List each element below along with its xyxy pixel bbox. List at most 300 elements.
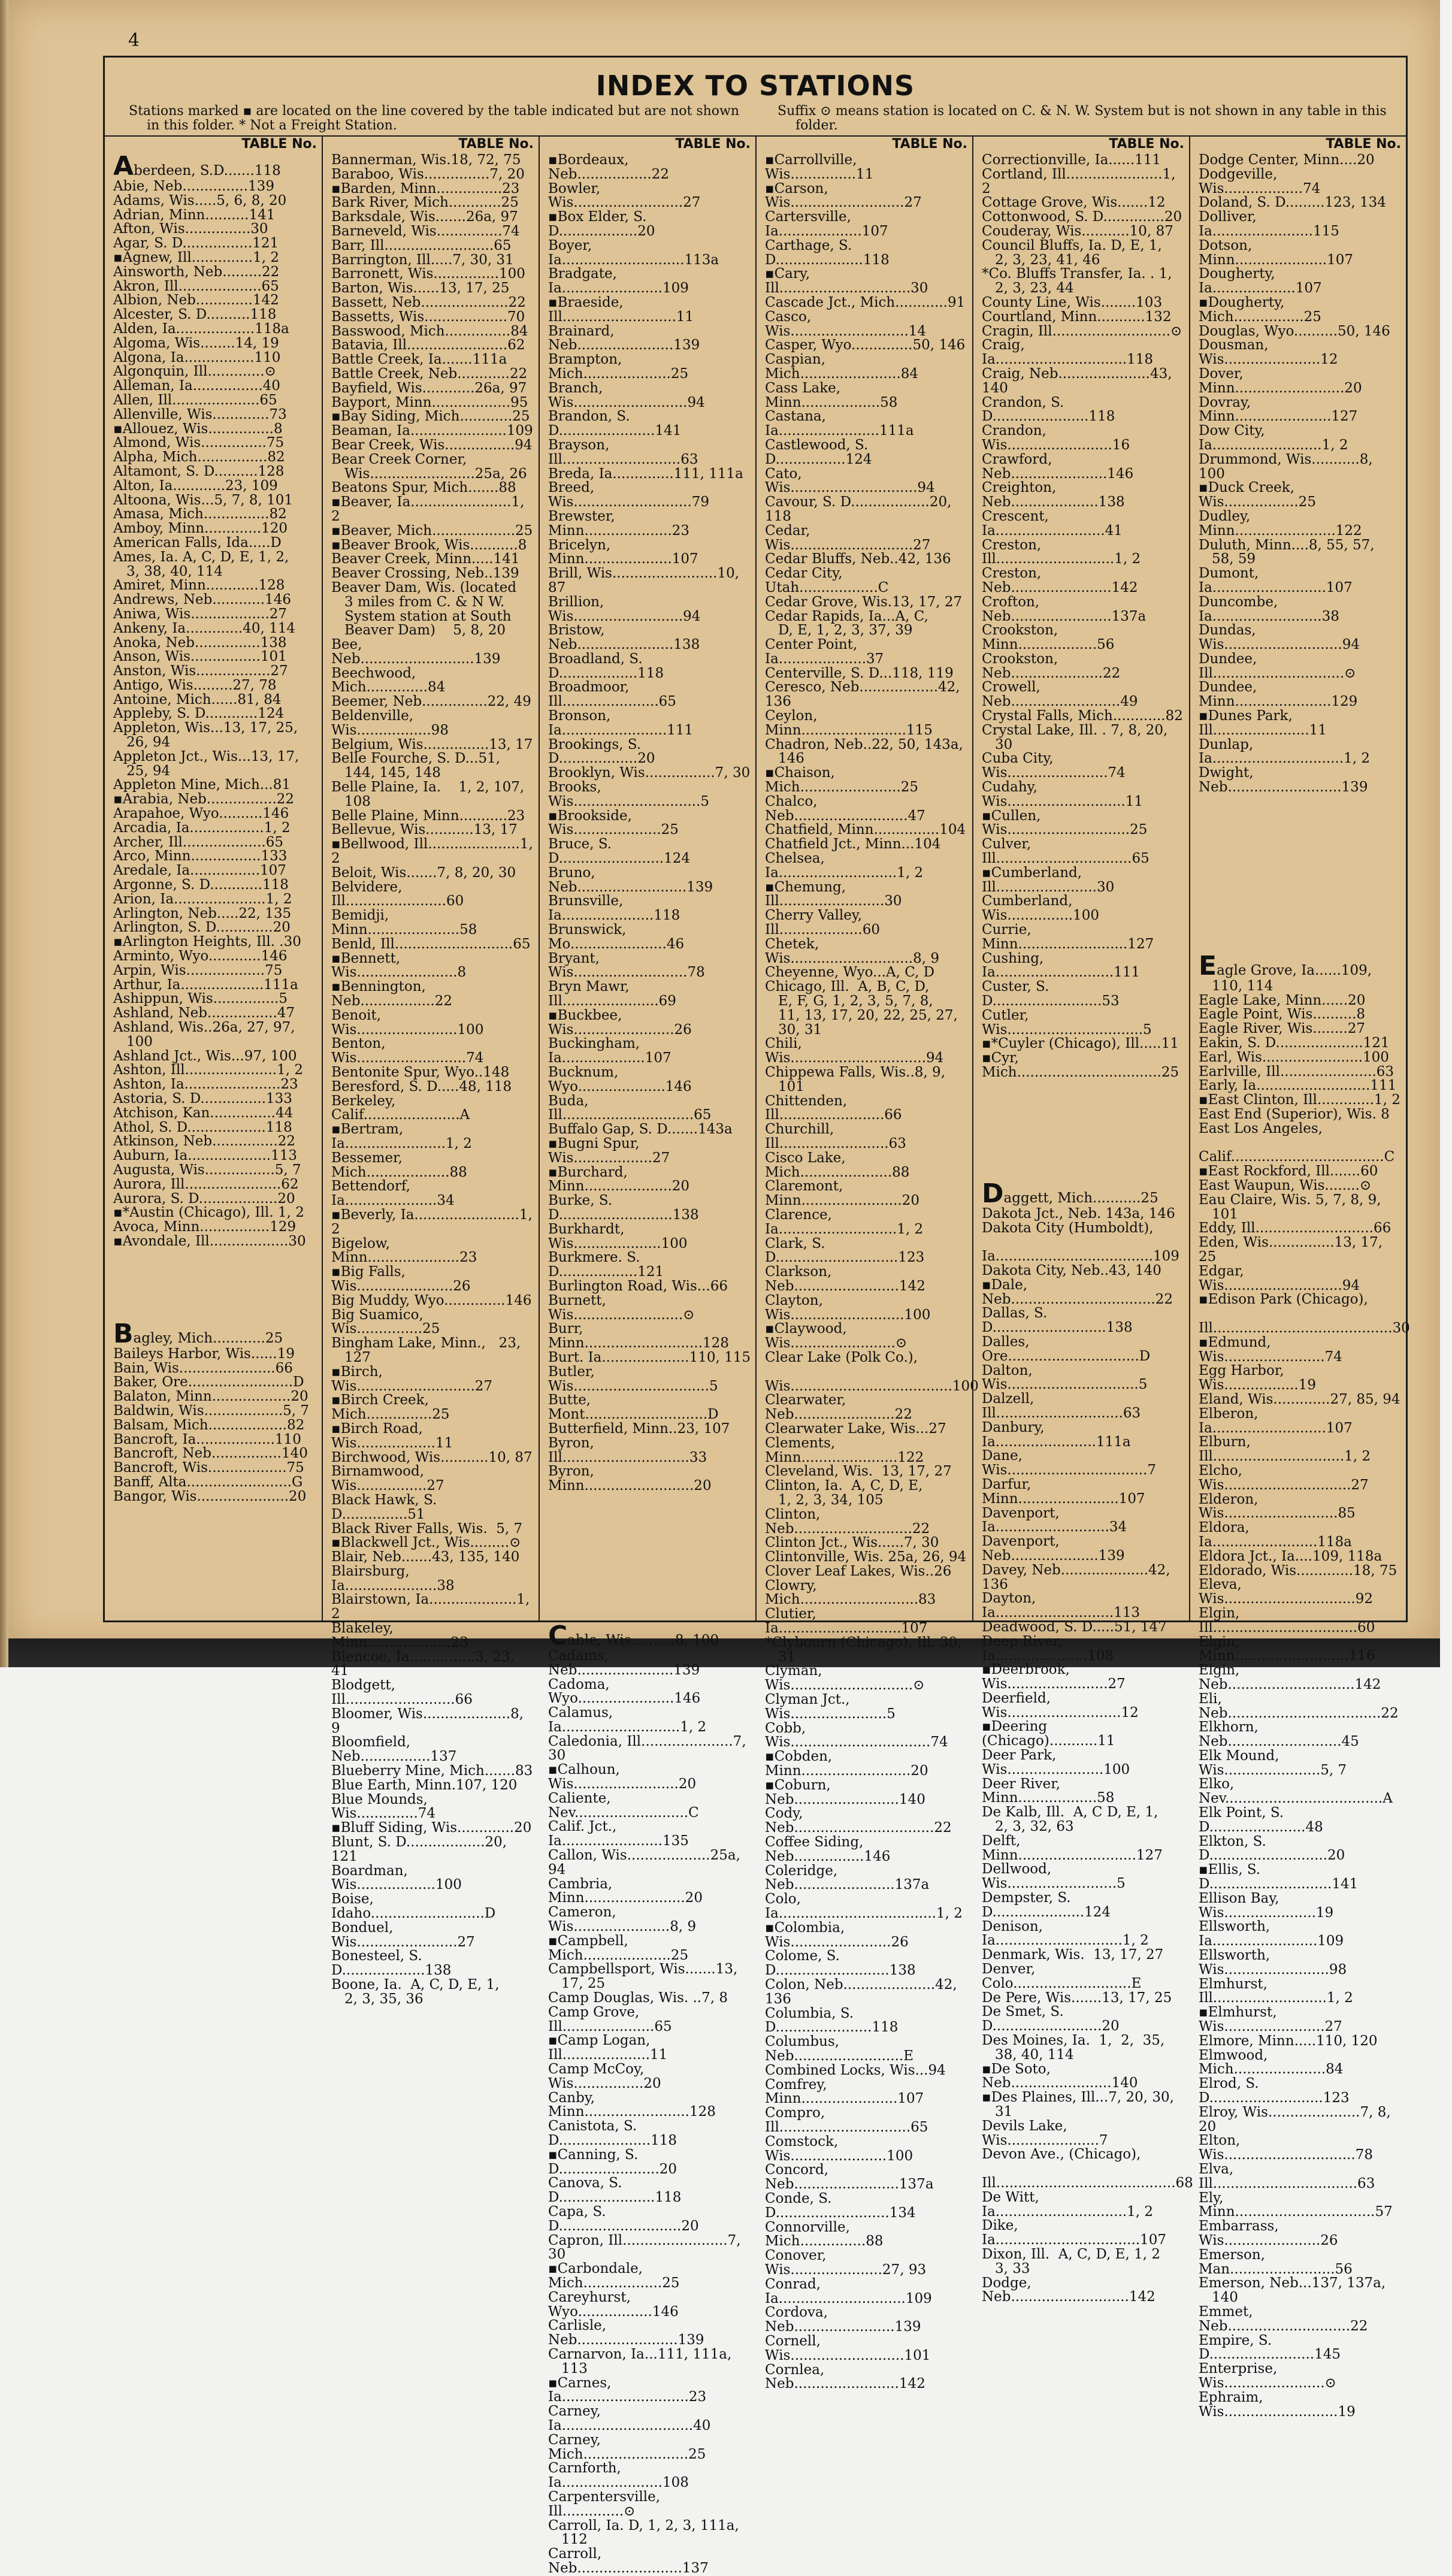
station-entry: Ia....................................109 <box>982 1234 1179 1265</box>
station-entry: Duncombe, Ia.........................38 <box>1199 594 1339 624</box>
station-entry: Early, Ia..........................111 <box>1199 1078 1397 1094</box>
station-entry: Benton, Wis.........................74 <box>331 1036 484 1066</box>
station-entry: Birchwood, Wis...........10, 87 <box>331 1449 533 1465</box>
station-entry: Barksdale, Wis.......26a, 97 <box>331 209 518 225</box>
station-entry: Bear Creek, Wis................94 <box>331 437 533 453</box>
station-entry: Clowry, Mich...........................83 <box>765 1577 936 1608</box>
page-title: INDEX TO STATIONS <box>595 69 915 102</box>
station-entry: Elberon, Ia..........................107 <box>1199 1405 1353 1436</box>
station-entry: Elmhurst, Ill..........................1, 2 <box>1199 1976 1353 2006</box>
station-entry: Appleton Mine, Mich...81 <box>113 777 291 793</box>
station-entry: Dumont, Ia..........................107 <box>1199 566 1353 595</box>
station-entry: Burke, S. D..........................138 <box>548 1193 699 1223</box>
section-gap <box>982 1166 1184 1181</box>
station-column-5 <box>972 137 1193 2305</box>
station-entry: Ankeny, Ia.............40, 114 <box>113 620 295 636</box>
station-entry: Beaver Dam, Wis. (located <box>331 579 517 595</box>
station-entry: Cragin, Ill...........................⊙ <box>982 323 1182 339</box>
station-entry: Ill.........................................30 <box>1199 1306 1410 1336</box>
section-gap <box>1199 896 1401 910</box>
station-entry: 146 <box>765 751 804 767</box>
station-entry: Butterfield, Minn..23, 107 <box>548 1420 730 1437</box>
station-entry: Carroll, Neb........................137 <box>548 2546 709 2576</box>
station-entry: Beaver Crossing, Neb..139 <box>331 566 519 582</box>
station-entry: Elva, Ill.................................63 <box>1199 2161 1375 2191</box>
section-gap <box>982 1152 1184 1166</box>
station-entry: Camp McCoy, Wis................20 <box>548 2061 661 2091</box>
station-entry: Anson, Wis................101 <box>113 649 287 665</box>
station-entry: County Line, Wis........103 <box>982 294 1163 310</box>
station-entry: Blakeley, Minn...................23 <box>331 1620 468 1650</box>
station-entry: Burnett, Wis.........................⊙ <box>548 1292 695 1323</box>
station-entry: Clarence, Ia...........................1, 2 <box>765 1207 924 1237</box>
column-header: TABLE No. <box>1109 137 1184 152</box>
section-gap <box>1199 852 1401 867</box>
station-entry: Bristow, Neb......................138 <box>548 622 700 653</box>
station-entry: Baraboo, Wis...............7, 20 <box>331 166 525 182</box>
station-entry: Cascade Jct., Mich............91 <box>765 294 966 310</box>
station-entry: Cudahy, Wis...........................11 <box>982 779 1144 809</box>
station-entry: 140 <box>1199 2290 1238 2306</box>
station-entry: ▪Birch Road, Wis..................11 <box>331 1420 453 1451</box>
station-entry: Brayson, Ill...........................63 <box>548 437 698 467</box>
station-entry: Canistota, S. D.....................118 <box>548 2118 677 2148</box>
note-suffix-marker <box>778 104 1389 133</box>
station-entry: Bayfield, Wis............26a, 97 <box>331 380 527 396</box>
station-entry: Eldora Jct., Ia....109, 118a <box>1199 1548 1383 1564</box>
station-entry: ▪Barden, Minn...............23 <box>331 180 520 196</box>
station-entry: 2, 3, 23, 44 <box>982 280 1074 297</box>
station-entry: ▪Arlington Heights, Ill. .30 <box>113 934 301 950</box>
station-entry: Davenport, Ia..........................34 <box>982 1505 1127 1535</box>
station-entry: Elmore, Minn.....110, 120 <box>1199 2033 1378 2049</box>
station-entry: Archer, Ill...................65 <box>113 834 283 850</box>
station-entry: Brillion, Wis.........................94 <box>548 594 701 624</box>
station-entry: Council Bluffs, Ia. D, E, 1, <box>982 237 1162 253</box>
section-initial-letter: A <box>113 151 134 182</box>
station-entry: Arminto, Wyo............146 <box>113 948 288 965</box>
station-entry: Conde, S. D..........................134 <box>765 2190 916 2221</box>
station-entry: Empire, S. D........................145 <box>1199 2332 1341 2363</box>
station-entry: Brainard, Neb......................139 <box>548 323 700 353</box>
station-entry: Bassetts, Wis...................70 <box>331 309 525 325</box>
station-entry: Bettendorf, Ia.....................34 <box>331 1178 455 1209</box>
station-entry-text: berdeen, S.D.......118 <box>134 163 281 179</box>
station-entry: Currie, Minn.........................127 <box>982 922 1154 952</box>
station-entry: 101 <box>765 1078 804 1095</box>
station-entry: Clintonville, Wis. 25a, 26, 94 <box>765 1549 967 1565</box>
station-entry: Carnarvon, Ia...111, 111a, <box>548 2346 732 2362</box>
station-entry: De Pere, Wis.......13, 17, 25 <box>982 1990 1172 2006</box>
section-gap <box>548 1580 751 1594</box>
station-entry: Blairstown, Ia....................1, 2 <box>331 1592 534 1622</box>
station-entry: Dovray, Minn......................127 <box>1199 394 1358 425</box>
station-entry: Clover Leaf Lakes, Wis..26 <box>765 1563 952 1579</box>
station-entry: Dousman, Wis......................12 <box>1199 337 1338 368</box>
station-entry: Dundee, Ill..............................⊙ <box>1199 651 1356 681</box>
station-entry: Athol, S. D..................118 <box>113 1119 292 1135</box>
station-entry: Brampton, Mich....................25 <box>548 352 689 382</box>
station-entry: Appleton, Wis...13, 17, 25, <box>113 720 298 736</box>
station-entry: Douglas, Wyo..........50, 146 <box>1199 323 1390 339</box>
station-entry: Caspian, Mich.......................84 <box>765 352 919 382</box>
station-entry: Benld, Ill...........................65 <box>331 936 531 952</box>
folder-spine <box>0 0 8 1667</box>
station-entry: Blue Mounds, Wis..............74 <box>331 1791 436 1822</box>
station-entry: Colo, Ia....................................1, 2 <box>765 1891 963 1922</box>
station-entry: Bayport, Minn..................95 <box>331 394 528 410</box>
station-column-6 <box>1189 137 1410 2420</box>
station-entry: ▪Canning, S. D.......................20 <box>548 2146 677 2177</box>
station-entry: Deep River, Ia.....................108 <box>982 1633 1114 1664</box>
station-entry: Devils Lake, Wis.....................7 <box>982 2118 1108 2148</box>
station-entry: Dow City, Ia.........................1, 2 <box>1199 423 1348 453</box>
station-entry: Cedar Bluffs, Neb..42, 136 <box>765 551 951 567</box>
station-entry: Elk Mound, Wis......................5, 7 <box>1199 1747 1347 1778</box>
station-entry: ▪Allouez, Wis...............8 <box>113 421 283 437</box>
station-entry: Couderay, Wis...........10, 87 <box>982 223 1173 239</box>
station-entry: Cedar Grove, Wis.13, 17, 27 <box>765 594 963 610</box>
station-entry-text: agle Grove, Ia......109, <box>1217 962 1372 978</box>
station-entry: Big Suamico, Wis...............25 <box>331 1307 440 1337</box>
station-entry: Dayton, Ia...........................113 <box>982 1591 1141 1621</box>
station-entry: Elgin, Minn..........................116 <box>1199 1634 1375 1664</box>
station-entry: Emerson, Neb...137, 137a, <box>1199 2275 1386 2291</box>
station-entry: Deer River, Minn..................58 <box>982 1776 1115 1806</box>
station-entry: Amiret, Minn............128 <box>113 578 285 594</box>
station-entry: Elton, Wis..............................78 <box>1199 2133 1373 2163</box>
station-entry: Alcester, S. D..........118 <box>113 307 277 323</box>
station-entry: Cortland, Ill......................1, 2 <box>982 166 1180 196</box>
station-entry: 144, 145, 148 <box>331 765 441 781</box>
station-entry: Creston, Ill...........................1, 2 <box>982 537 1141 567</box>
station-entry: Compro, Ill..............................65 <box>765 2105 928 2135</box>
section-initial-letter: D <box>982 1178 1004 1209</box>
station-column-2 <box>322 137 539 2007</box>
station-entry: Byron, Ill.............................33 <box>548 1435 707 1465</box>
station-entry: Crescent, Ia.........................41 <box>982 508 1123 539</box>
station-entry: Dalles, Ore..............................D <box>982 1334 1151 1364</box>
station-entry: 100 <box>113 1033 153 1050</box>
station-entry: Barneveld, Wis...............74 <box>331 223 520 239</box>
station-entry: Amasa, Mich...............82 <box>113 506 287 522</box>
station-entry: Bancroft, Wis..................75 <box>113 1460 304 1476</box>
station-entry: Altamont, S. D..........128 <box>113 463 285 479</box>
station-entry: Eldora, Ia........................118a <box>1199 1520 1352 1550</box>
station-entry: Dunlap, Ia..............................1, 2 <box>1199 736 1371 767</box>
station-entry: Crystal Lake, Ill. . 7, 8, 20, <box>982 722 1168 738</box>
station-entry: Camp Grove, Ill.....................65 <box>548 2004 672 2034</box>
station-entry: Eagle Point, Wis..........8 <box>1199 1006 1366 1023</box>
station-entry: Brooks, Wis.............................5 <box>548 779 710 809</box>
station-entry: Brunsville, Ia.....................118 <box>548 893 680 924</box>
station-entry: Balsam, Mich..................82 <box>113 1417 305 1433</box>
station-entry: Beaman, Ia......................109 <box>331 423 533 439</box>
station-entry: De Kalb, Ill. A, C D, E, 1, <box>982 1804 1158 1821</box>
station-entry: Caliente, Nev..........................C <box>548 1790 699 1821</box>
station-entry: Cisco Lake, Mich.....................88 <box>765 1150 910 1180</box>
station-entry: Clinton, Neb...........................22 <box>765 1506 930 1537</box>
station-column-1 <box>105 137 322 1622</box>
station-entry: East End (Superior), Wis. 8 <box>1199 1106 1390 1123</box>
station-entry: Cleveland, Wis. 13, 17, 27 <box>765 1464 952 1480</box>
station-entry: Calif. Jct., Ia.......................135 <box>548 1819 689 1849</box>
station-entry: 30, 31 <box>765 1021 822 1038</box>
station-entry: ▪Beaver, Ia.......................1, 2 <box>331 494 529 524</box>
station-entry: Davenport, Neb....................139 <box>982 1534 1125 1564</box>
station-entry: Alpha, Mich................82 <box>113 449 285 465</box>
station-entry: Clarkson, Neb........................142 <box>765 1264 925 1294</box>
station-entry: Clutier, Ia............................107 <box>765 1606 928 1637</box>
station-entry: Earlville, Ill......................63 <box>1199 1063 1394 1080</box>
station-entry: Birnamwood, Wis................27 <box>331 1464 444 1494</box>
station-entry: Bricelyn, Minn....................107 <box>548 537 698 567</box>
station-entry: ▪Edmund, Wis.......................74 <box>1199 1334 1342 1365</box>
station-entry: Blairsburg, Ia.....................38 <box>331 1563 455 1594</box>
station-entry: Basswood, Mich...............84 <box>331 323 528 339</box>
station-entry: Egg Harbor, Wis.................19 <box>1199 1363 1316 1393</box>
station-entry: Adrian, Minn..........141 <box>113 207 276 223</box>
station-entry: Dotson, Minn.....................107 <box>1199 237 1353 268</box>
station-entry: ▪Claywood, Wis........................⊙ <box>765 1321 908 1352</box>
station-entry: Anston, Wis.................27 <box>113 663 288 679</box>
station-entry: ▪Birch, Wis...........................27 <box>331 1363 493 1394</box>
station-entry: Creighton, Neb....................138 <box>982 480 1125 510</box>
station-entry: 30 <box>982 736 1013 752</box>
station-entry: Atchison, Kan...............44 <box>113 1105 294 1121</box>
station-entry: Buda, Ill..............................65 <box>548 1093 712 1123</box>
station-entry: Casper, Wyo..............50, 146 <box>765 337 966 353</box>
station-entry: Beaver Dam) 5, 8, 20 <box>331 622 506 639</box>
station-entry: Ellison Bay, Wis.....................19 <box>1199 1890 1334 1921</box>
station-entry: 1, 2, 3, 34, 105 <box>765 1492 884 1508</box>
station-entry: ▪East Clinton, Ill.............1, 2 <box>1199 1092 1400 1108</box>
station-entry-section-start <box>548 1620 751 1651</box>
station-entry: Barronett, Wis...............100 <box>331 266 525 282</box>
station-entry: Boardman, Wis..................100 <box>331 1863 462 1893</box>
station-entry: Brookings, S. D..................20 <box>548 736 655 767</box>
station-entry: Arlington, S. D.............20 <box>113 920 291 936</box>
station-entry: Eland, Wis.............27, 85, 94 <box>1199 1391 1400 1407</box>
station-entry: ▪Des Plaines, Ill...7, 20, 30, <box>982 2090 1174 2106</box>
station-entry: Devon Ave., (Chicago), <box>982 2146 1141 2163</box>
station-entry: ▪Edison Park (Chicago), <box>1199 1292 1368 1308</box>
station-entry: ▪Dougherty, Mich................25 <box>1199 294 1321 325</box>
station-entry: Dempster, S. D.....................124 <box>982 1890 1111 1920</box>
station-entry: Arlington, Neb.....22, 135 <box>113 905 292 921</box>
station-entry: De Witt, Ia..............................1, 2 <box>982 2189 1154 2220</box>
station-entry: Wis.....................................100 <box>765 1363 979 1394</box>
note-freight-marker <box>129 104 788 133</box>
station-entry: Bark River, Mich............25 <box>331 195 519 211</box>
section-gap <box>1199 924 1401 939</box>
station-entry: East Waupun, Wis........⊙ <box>1199 1178 1372 1194</box>
station-entry: Dodge Center, Minn....20 <box>1199 152 1375 168</box>
station-entry: Aniwa, Wis..................27 <box>113 606 288 622</box>
station-entry: Alton, Ia............23, 109 <box>113 477 278 494</box>
station-entry: Bloomfield, Neb................137 <box>331 1734 457 1765</box>
station-entry: Conrad, Ia.............................109 <box>765 2276 932 2306</box>
station-entry: Boise, Idaho..........................D <box>331 1891 496 1922</box>
column-header: TABLE No. <box>458 137 534 152</box>
station-entry: Aredale, Ia................107 <box>113 863 286 879</box>
station-entry: Bruno, Neb.........................139 <box>548 864 713 895</box>
station-entry: ▪Beaver Brook, Wis...........8 <box>331 537 527 553</box>
station-entry: ▪Chemung, Ill........................30 <box>765 879 902 909</box>
station-entry: Aurora, Ill......................62 <box>113 1176 299 1192</box>
station-entry: Cuba City, Wis.......................74 <box>982 751 1126 781</box>
station-entry: 3, 38, 40, 114 <box>113 563 223 579</box>
station-entry: Colome, S. D..........................138 <box>765 1948 916 1979</box>
station-entry: Cameron, Wis......................8, 9 <box>548 1904 697 1935</box>
station-entry: Elk Point, S. D......................48 <box>1199 1805 1323 1835</box>
station-entry: ▪Dale, Neb.................................22 <box>982 1277 1173 1307</box>
station-entry: Burkhardt, Wis....................100 <box>548 1221 688 1251</box>
station-entry-section-start <box>1199 950 1401 981</box>
station-entry: Blencoe, Ia...............3, 23, 41 <box>331 1649 519 1679</box>
section-gap <box>982 1109 1184 1123</box>
station-entry: Emmet, Neb............................22 <box>1199 2303 1368 2334</box>
station-entry: Bannerman, Wis.18, 72, 75 <box>331 152 521 168</box>
station-entry: Bloomer, Wis....................8, 9 <box>331 1706 528 1736</box>
station-entry: Algonquin, Ill.............⊙ <box>113 364 276 380</box>
station-entry-text: able, Wis..........8, 100 <box>567 1632 719 1648</box>
station-entry: ▪Cyr, Mich.................................25 <box>982 1050 1179 1080</box>
station-entry: Albion, Neb.............142 <box>113 292 279 309</box>
station-entry: Carroll, Ia. D, 1, 2, 3, 111a, <box>548 2517 739 2533</box>
section-gap <box>113 1263 317 1278</box>
station-entry: 25, 94 <box>113 763 171 779</box>
station-entry: Culver, Ill...............................65 <box>982 836 1150 867</box>
station-entry: Bemidji, Minn.....................58 <box>331 908 477 938</box>
section-gap <box>113 1307 317 1321</box>
station-entry: Brill, Wis........................10, 87 <box>548 566 744 595</box>
station-entry: Afton, Wis...............30 <box>113 221 268 237</box>
station-entry: Churchill, Ill.........................63 <box>765 1121 906 1151</box>
station-entry: Cass Lake, Minn..................58 <box>765 380 898 410</box>
station-entry: Cornlea, Neb........................142 <box>765 2362 925 2392</box>
station-entry: Butler, Wis...............................5 <box>548 1363 718 1394</box>
station-entry: ▪Bennington, Neb.................22 <box>331 979 453 1009</box>
station-entry: Black Hawk, S. D...............51 <box>331 1492 441 1522</box>
station-entry: Campbellsport, Wis.......13, <box>548 1961 738 1978</box>
station-entry: Abie, Neb...............139 <box>113 179 274 194</box>
index-frame <box>103 56 1410 2576</box>
station-entry: Anoka, Neb...............138 <box>113 634 287 651</box>
station-entry: Dalzell, Ill.............................63 <box>982 1391 1141 1421</box>
station-entry: 2, 3, 23, 41, 46 <box>982 252 1100 268</box>
station-entry: De Smet, S. D.........................20 <box>982 2004 1120 2034</box>
station-entry: ▪Elmhurst, Wis.......................27 <box>1199 2004 1342 2035</box>
station-entry: Beaver Creek, Minn.....141 <box>331 551 520 567</box>
section-gap <box>1199 838 1401 852</box>
station-entry: Buffalo Gap, S. D.......143a <box>548 1121 733 1138</box>
section-gap <box>1199 881 1401 896</box>
station-entry: Cody, Neb................................22 <box>765 1806 952 1836</box>
station-entry: Coleridge, Neb.......................137a <box>765 1863 930 1893</box>
station-column-4 <box>755 137 979 2392</box>
station-entry: Dalton, Wis..............................5 <box>982 1362 1148 1393</box>
station-column-3 <box>539 137 755 2576</box>
station-entry: Ceresco, Neb..................42, 136 <box>765 679 964 710</box>
station-entry: Batavia, Ill.......................62 <box>331 337 525 353</box>
station-entry: ▪Ellis, S. D............................141 <box>1199 1862 1359 1892</box>
station-entry: Ceylon, Minn........................115 <box>765 708 933 738</box>
station-entry: ▪Birch Creek, Mich...............25 <box>331 1392 450 1423</box>
station-entry: Bellevue, Wis...........13, 17 <box>331 822 518 838</box>
station-entry: Cutler, Wis...............................5 <box>982 1007 1152 1038</box>
station-entry: Brewster, Minn....................23 <box>548 508 690 539</box>
station-entry: Bee, Neb..........................139 <box>331 637 501 667</box>
station-entry: Boyer, Ia............................113a <box>548 237 719 268</box>
station-entry: *Clybourn (Chicago), Ill. 30, <box>765 1634 962 1650</box>
note-right-line-1: Suffix ⊙ means station is located on C. & N. W. System but is not shown in any table in this <box>778 104 1387 119</box>
station-entry: ▪Cary, Ill..............................30 <box>765 266 928 297</box>
station-entry: ▪Bordeaux, Neb.................22 <box>548 152 670 182</box>
station-entry: Auburn, Ia...................113 <box>113 1148 297 1164</box>
station-entry: Chetek, Wis............................8, 9 <box>765 936 939 966</box>
station-entry: Wis........................25a, 26 <box>331 465 527 482</box>
station-entry: Bonesteel, S. D...................138 <box>331 1948 452 1979</box>
station-entry: Brandon, S. D......................141 <box>548 409 682 439</box>
station-entry: Columbia, S. D......................118 <box>765 2005 899 2036</box>
station-entry: Caledonia, Ill.....................7, 30 <box>548 1733 751 1764</box>
station-entry: ▪Avondale, Ill..................30 <box>113 1233 306 1249</box>
station-entry: Custer, S. D.........................53 <box>982 979 1120 1009</box>
station-entry: Carthage, S. D....................118 <box>765 237 890 268</box>
station-entry: Augusta, Wis................5, 7 <box>113 1162 301 1178</box>
station-entry: ▪Buckbee, Wis.......................26 <box>548 1007 692 1038</box>
station-entry: Correctionville, Ia......111 <box>982 152 1161 168</box>
station-entry: Arthur, Ia...................111a <box>113 976 298 993</box>
station-entry: Cheyenne, Wyo...A, C, D <box>765 965 935 981</box>
station-entry: ▪Duck Creek, Wis.................25 <box>1199 480 1316 510</box>
station-entry: Cadams, Neb......................139 <box>548 1647 700 1678</box>
station-entry: Colon, Neb.....................42, 136 <box>765 1977 961 2007</box>
station-entry: Beldenville, Wis.................98 <box>331 708 449 738</box>
station-entry: Ashland, Wis..26a, 27, 97, <box>113 1020 295 1036</box>
station-entry: Enterprise, Wis.......................⊙ <box>1199 2361 1336 2391</box>
station-entry: Blunt, S. D..................20, 121 <box>331 1834 512 1864</box>
station-entry: Cavour, S. D..................20, 118 <box>765 494 956 524</box>
section-gap <box>982 1123 1184 1138</box>
station-entry: ▪Blackwell Jct., Wis.........⊙ <box>331 1535 521 1551</box>
station-entry: Elkhorn, Neb..........................45 <box>1199 1719 1359 1750</box>
station-entry: Coffee Siding, Neb................146 <box>765 1834 891 1864</box>
station-entry: Bryant, Wis..........................78 <box>548 950 705 981</box>
station-entry: Chatfield Jct., Minn...104 <box>765 836 941 852</box>
section-gap <box>548 1493 751 1508</box>
station-entry: Castlewood, S. D................124 <box>765 437 873 467</box>
station-entry: ▪Deerbrook, Wis.......................27 <box>982 1662 1126 1692</box>
station-entry: Appleton Jct., Wis...13, 17, <box>113 748 300 764</box>
station-entry: ▪Bugni Spur, Wis..................27 <box>548 1135 670 1166</box>
station-entry: Ashton, Ia......................23 <box>113 1077 298 1093</box>
station-entry-text: agley, Mich............25 <box>133 1330 283 1346</box>
station-entry: Cottonwood, S. D..............20 <box>982 209 1182 225</box>
station-entry: Casco, Wis...........................14 <box>765 309 927 339</box>
station-entry: ▪Bluff Siding, Wis.............20 <box>331 1820 532 1836</box>
section-initial-letter: E <box>1199 950 1217 981</box>
station-entry: D, E, 1, 2, 3, 37, 39 <box>765 622 913 639</box>
station-entry: Elgin, Neb.............................142 <box>1199 1662 1381 1692</box>
station-entry: Belle Fourche, S. D...51, <box>331 751 501 767</box>
station-entry: Dellwood, Wis.........................5 <box>982 1861 1126 1892</box>
station-entry: Deer Park, Wis......................100 <box>982 1747 1130 1777</box>
station-entry: Barr, Ill.........................65 <box>331 237 512 253</box>
station-entry: Algoma, Wis........14, 19 <box>113 335 279 351</box>
station-entry: Beechwood, Mich..............84 <box>331 665 446 696</box>
